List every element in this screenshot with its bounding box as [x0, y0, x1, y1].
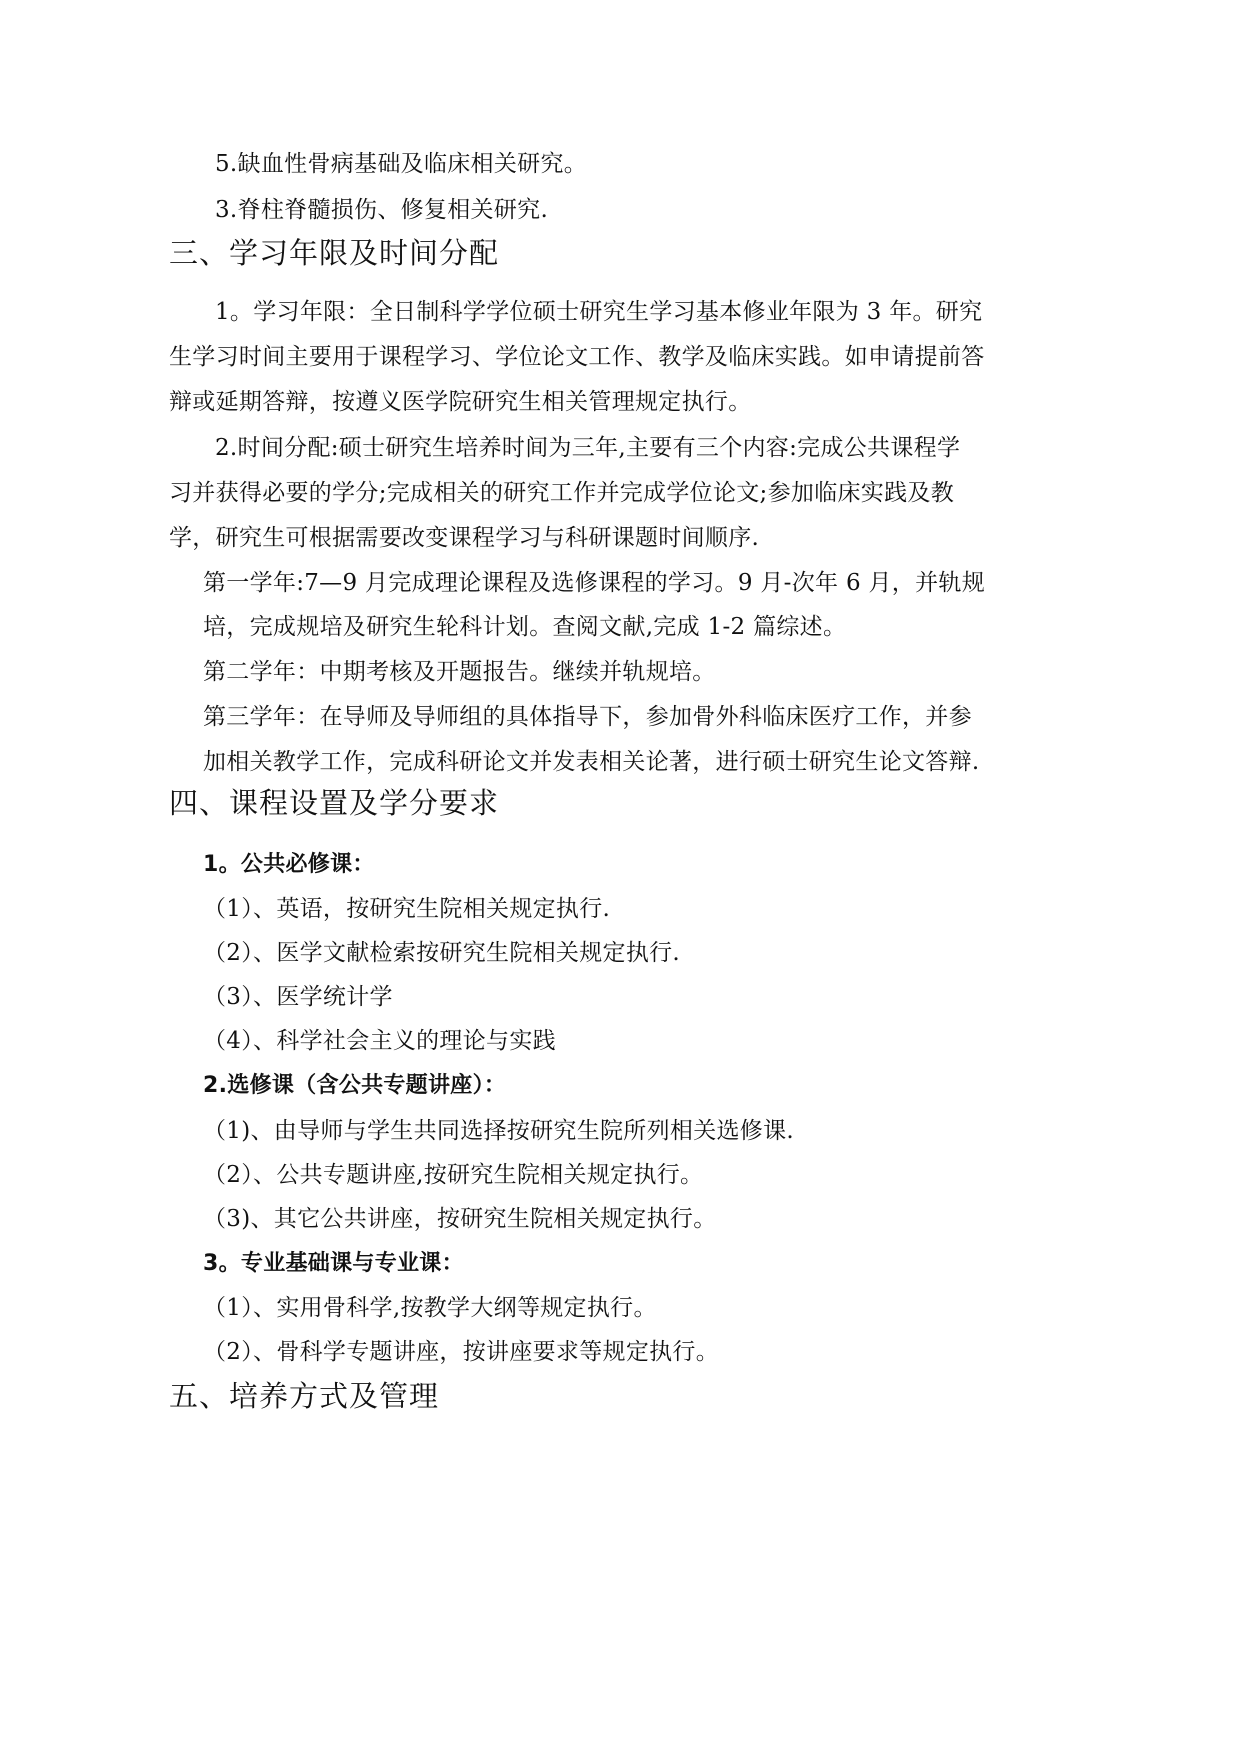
research-item-ischemic-bone: 5.缺血性骨病基础及临床相关研究。	[215, 151, 588, 177]
paragraph-duration-line-1: 1。学习年限：全日制科学学位硕士研究生学习基本修业年限为 3 年。研究	[215, 299, 983, 325]
year3-line-2: 加相关教学工作，完成科研论文并发表相关论著，进行硕士研究生论文答辩.	[203, 749, 980, 775]
paragraph-allocation-line-1: 2.时间分配:硕士研究生培养时间为三年,主要有三个内容:完成公共课程学	[215, 435, 961, 461]
year1-line-1: 第一学年:7—9 月完成理论课程及选修课程的学习。9 月-次年 6 月，并轨规	[203, 570, 985, 596]
elective-item-1: （1)、由导师与学生共同选择按研究生院所列相关选修课.	[203, 1118, 795, 1144]
specialty-item-1: （1）、实用骨科学,按教学大纲等规定执行。	[203, 1295, 657, 1321]
research-item-spinal-cord: 3.脊柱脊髓损伤、修复相关研究.	[215, 197, 549, 223]
paragraph-allocation-line-3: 学，研究生可根据需要改变课程学习与科研课题时间顺序.	[169, 525, 760, 551]
section-heading-training: 五、培养方式及管理	[169, 1379, 440, 1413]
year2-line: 第二学年：中期考核及开题报告。继续并轨规培。	[203, 659, 716, 685]
course-item-statistics: （3）、医学统计学	[203, 984, 393, 1010]
paragraph-duration-line-2: 生学习时间主要用于课程学习、学位论文工作、教学及临床实践。如申请提前答	[169, 344, 985, 370]
course-item-english: （1）、英语，按研究生院相关规定执行.	[203, 896, 611, 922]
course-item-literature-search: （2）、医学文献检索按研究生院相关规定执行.	[203, 940, 681, 966]
elective-item-2: （2）、公共专题讲座,按研究生院相关规定执行。	[203, 1162, 704, 1188]
section-heading-courses: 四、课程设置及学分要求	[169, 786, 500, 820]
year3-line-1: 第三学年：在导师及导师组的具体指导下，参加骨外科临床医疗工作，并参	[203, 704, 972, 730]
paragraph-allocation-line-2: 习并获得必要的学分;完成相关的研究工作并完成学位论文;参加临床实践及教	[169, 480, 954, 506]
subheading-specialty: 3。专业基础课与专业课：	[203, 1251, 464, 1276]
year1-line-2: 培，完成规培及研究生轮科计划。查阅文献,完成 1-2 篇综述。	[203, 614, 847, 640]
section-heading-study-duration: 三、学习年限及时间分配	[169, 236, 500, 270]
subheading-electives: 2.选修课（含公共专题讲座）：	[203, 1073, 507, 1098]
specialty-item-2: （2）、骨科学专题讲座，按讲座要求等规定执行。	[203, 1339, 720, 1365]
course-item-socialism: （4）、科学社会主义的理论与实践	[203, 1028, 556, 1054]
elective-item-3: （3)、其它公共讲座，按研究生院相关规定执行。	[203, 1206, 717, 1232]
paragraph-duration-line-3: 辩或延期答辩，按遵义医学院研究生相关管理规定执行。	[169, 389, 752, 415]
subheading-public-required: 1。公共必修课：	[203, 852, 375, 877]
